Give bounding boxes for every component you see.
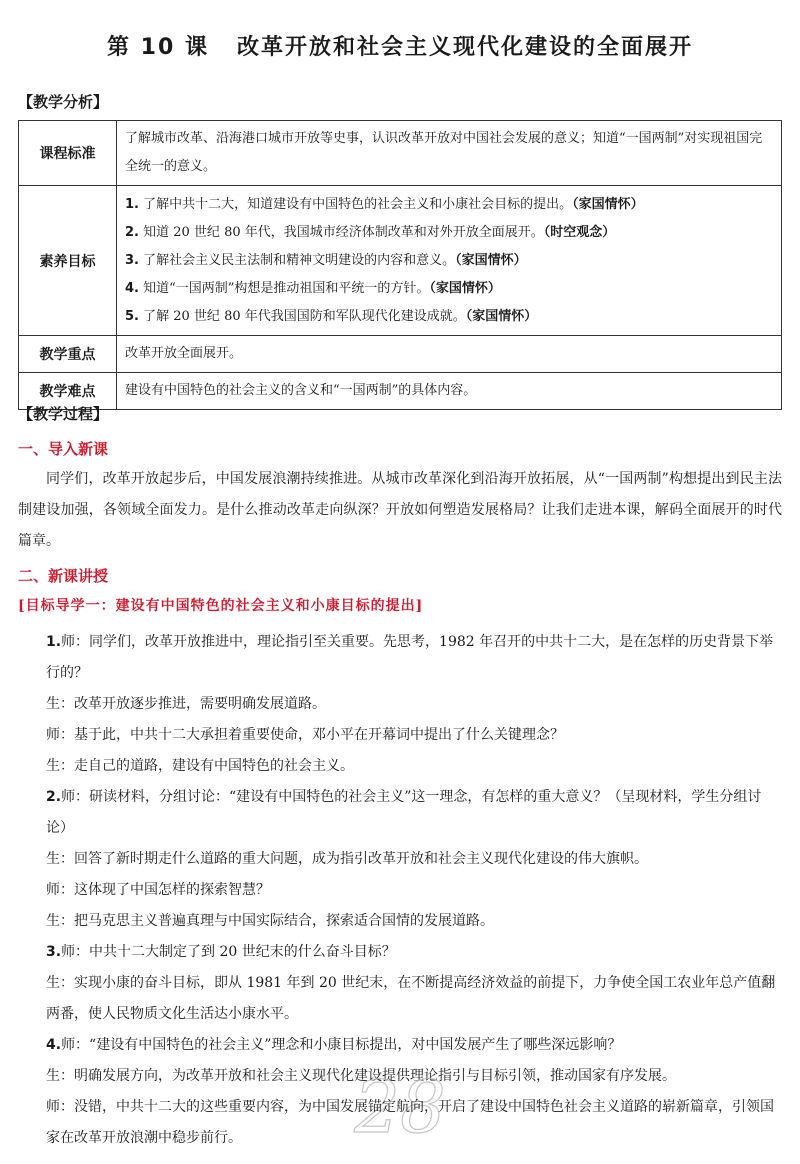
goal-item: 2. 知道 20 世纪 80 年代，我国城市经济体制改革和对外开放全面展开。（时空观念） xyxy=(125,224,616,240)
dialog-line: 师：没错，中共十二大的这些重要内容，为中国发展锚定航向，开启了建设中国特色社会主义道路的崭新篇章，引领国家在改革开放浪潮中稳步前行。 xyxy=(46,1099,774,1146)
row-label: 素养目标 xyxy=(19,186,117,336)
goal-banner: [目标导学一：建设有中国特色的社会主义和小康目标的提出] xyxy=(18,598,424,614)
table-row xyxy=(19,121,782,186)
literacy-tag: （家国情怀） xyxy=(455,252,527,268)
dialog-line: 生：明确发展方向，为改革开放和社会主义现代化建设提供理论指引与目标引领，推动国家有序发展。 xyxy=(46,1068,676,1084)
intro-heading: 一、导入新课 xyxy=(18,440,109,458)
row-content: 改革开放全面展开。 xyxy=(117,336,782,373)
literacy-tag: （家国情怀） xyxy=(429,280,501,296)
table-row xyxy=(19,373,782,410)
goal-item: 4. 知道“一国两制”构想是推动祖国和平统一的方针。（家国情怀） xyxy=(125,280,501,296)
goal-item: 3. 了解社会主义民主法制和精神文明建设的内容和意义。（家国情怀） xyxy=(125,252,527,268)
dialog-line: 3.师：中共十二大制定了到 20 世纪末的什么奋斗目标？ xyxy=(46,944,396,960)
dialog-line: 生：回答了新时期走什么道路的重大问题，成为指引改革开放和社会主义现代化建设的伟大旗帜。 xyxy=(46,851,648,867)
goal-item: 1. 了解中共十二大，知道建设有中国特色的社会主义和小康社会目标的提出。（家国情怀） xyxy=(125,196,644,212)
lesson-number: 第 10 课 xyxy=(107,35,209,60)
row-content xyxy=(117,186,782,336)
dialog-line: 生：改革开放逐步推进，需要明确发展道路。 xyxy=(46,696,326,712)
lesson-name: 改革开放和社会主义现代化建设的全面展开 xyxy=(236,35,693,60)
page-number: 28 xyxy=(354,1065,446,1149)
literacy-tag: （家国情怀） xyxy=(465,308,538,324)
analysis-heading: 【教学分析】 xyxy=(18,93,109,111)
intro-paragraph: 同学们，改革开放起步后，中国发展浪潮持续推进。从城市改革深化到沿海开放拓展，从“一国两制”构想提出到民主法制建设加强，各领域全面发力。是什么推动改革走向纵深？开放如何塑造发展格局？让我们走进本课，解码全面展开的时代篇章。 xyxy=(18,471,782,549)
row-label: 教学难点 xyxy=(19,373,117,410)
table-row xyxy=(19,186,782,336)
dialog-line: 4.师：“建设有中国特色的社会主义”理念和小康目标提出，对中国发展产生了哪些深远影响？ xyxy=(46,1037,622,1053)
row-content: 了解城市改革、沿海港口城市开放等史事，认识改革开放对中国社会发展的意义；知道“一国两制”对实现祖国完全统一的意义。 xyxy=(117,121,782,186)
goal-item: 5. 了解 20 世纪 80 年代我国国防和军队现代化建设成就。（家国情怀） xyxy=(125,308,538,324)
process-heading: 【教学过程】 xyxy=(18,405,109,423)
dialog-line: 2.师：研读材料，分组讨论：“建设有中国特色的社会主义”这一理念，有怎样的重大意义？（呈现材料，学生分组讨论） xyxy=(46,789,762,836)
row-content: 建设有中国特色的社会主义的含义和“一国两制”的具体内容。 xyxy=(117,373,782,410)
dialog-line: 师：这体现了中国怎样的探索智慧？ xyxy=(46,882,270,898)
literacy-tag: （时空观念） xyxy=(543,224,616,240)
row-label: 教学重点 xyxy=(19,336,117,373)
row-label: 课程标准 xyxy=(19,121,117,186)
dialog-line: 师：基于此，中共十二大承担着重要使命，邓小平在开幕词中提出了什么关键理念？ xyxy=(46,727,564,743)
new-lesson-heading: 二、新课讲授 xyxy=(18,567,109,585)
dialog-line: 生：把马克思主义普遍真理与中国实际结合，探索适合国情的发展道路。 xyxy=(46,913,494,929)
dialog-line: 1.师：同学们，改革开放推进中，理论指引至关重要。先思考，1982 年召开的中共十二大，是在怎样的历史背景下举行的？ xyxy=(46,634,774,681)
table-row xyxy=(19,336,782,373)
lesson-title xyxy=(0,30,800,61)
literacy-tag: （家国情怀） xyxy=(572,196,644,212)
dialog-line: 生：实现小康的奋斗目标，即从 1981 年到 20 世纪末，在不断提高经济效益的前提下，力争使全国工农业年总产值翻两番，使人民物质文化生活达小康水平。 xyxy=(46,975,776,1022)
dialog-line: 生：走自己的道路，建设有中国特色的社会主义。 xyxy=(46,758,354,774)
analysis-table xyxy=(18,120,782,410)
